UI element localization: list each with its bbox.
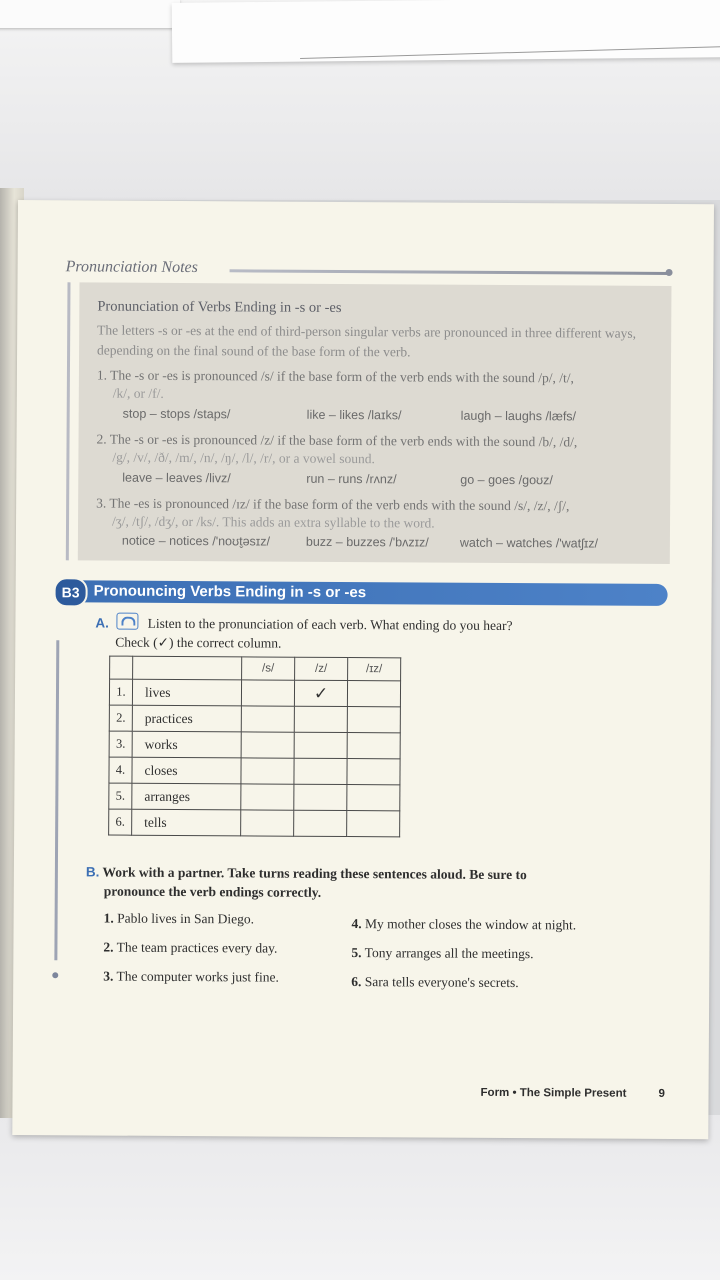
row-number: 6. — [109, 809, 132, 835]
header-cell-empty — [133, 656, 242, 680]
note-item — [97, 366, 665, 405]
sentence-item — [103, 940, 277, 957]
part-b-instructions — [86, 862, 586, 903]
sentence-item — [351, 945, 533, 962]
row-verb: closes — [132, 757, 241, 784]
notes-title: Pronunciation of Verbs Ending in -s or -es — [97, 298, 342, 316]
sentence-number: 5. — [351, 945, 362, 961]
example-row — [122, 471, 662, 492]
row-number: 1. — [109, 679, 132, 705]
part-a-instruction-line1: Listen to the pronunciation of each verb. What ending do you hear? — [147, 615, 513, 634]
example: like – likes /laɪks/ — [306, 407, 402, 423]
answer-cell-s[interactable] — [241, 810, 294, 836]
note-text-continued: /k/, or /f/. — [112, 385, 164, 401]
sentence-text: The team practices every day. — [116, 939, 278, 956]
answer-cell-z[interactable] — [294, 758, 347, 784]
sentence-item — [104, 911, 254, 928]
sentence-item — [103, 969, 279, 986]
row-verb: arranges — [132, 783, 241, 810]
example: stop – stops /staps/ — [122, 406, 231, 422]
paper-sheet — [0, 0, 180, 28]
sentence-item — [351, 974, 518, 991]
answer-cell-iz[interactable] — [347, 681, 400, 707]
row-number: 4. — [109, 757, 132, 783]
desk-background-bottom — [0, 1115, 720, 1280]
row-verb: tells — [132, 809, 241, 836]
audio-icon[interactable] — [116, 613, 138, 630]
answer-cell-z[interactable] — [294, 732, 347, 758]
sentence-text: Sara tells everyone's secrets. — [364, 974, 519, 991]
row-verb: works — [132, 731, 241, 758]
part-a-letter: A. — [95, 615, 109, 631]
sentence-text: The computer works just fine. — [116, 968, 279, 985]
answer-cell-s[interactable] — [241, 758, 294, 784]
page-number: 9 — [658, 1087, 665, 1100]
section-title: Pronouncing Verbs Ending in -s or -es — [93, 582, 367, 602]
header-rule — [230, 269, 670, 275]
column-header-z: /z/ — [295, 657, 348, 680]
pronunciation-notes-box — [78, 282, 672, 564]
table-row — [109, 731, 400, 759]
answer-cell-iz[interactable] — [347, 707, 400, 733]
section-side-bar — [54, 640, 59, 960]
note-text-continued: /ʒ/, /tʃ/, /dʒ/, or /ks/. This adds an extra syllable to the word. — [111, 513, 435, 531]
header-rule-dot — [666, 269, 673, 276]
note-text: 1. The -s or -es is pronounced /s/ if the base form of the verb ends with the sound /p/, /t/, — [96, 367, 575, 386]
part-b-letter: B. — [85, 864, 100, 880]
header-cell-empty — [110, 656, 133, 679]
example: notice – notices /'noʊt̬əsɪz/ — [121, 533, 271, 549]
note-text: 2. The -s or -es is pronounced /z/ if the base form of the verb ends with the sound /b/, /d/, — [96, 431, 578, 450]
example: leave – leaves /livz/ — [122, 470, 231, 486]
part-b-instruction-line1: Work with a partner. Take turns reading these sentences aloud. Be sure to — [102, 864, 527, 883]
answer-cell-z[interactable]: ✓ — [294, 680, 347, 706]
answer-cell-s[interactable] — [241, 732, 294, 758]
answer-cell-iz[interactable] — [347, 785, 400, 811]
sentence-item — [352, 916, 577, 933]
answer-cell-iz[interactable] — [347, 733, 400, 759]
row-verb: lives — [132, 679, 241, 706]
textbook-page — [12, 200, 714, 1139]
column-header-iz: /ɪz/ — [348, 658, 401, 681]
sentence-number: 1. — [103, 910, 114, 926]
note-item — [96, 494, 664, 533]
example-row — [122, 534, 662, 555]
sentence-number: 3. — [103, 968, 114, 984]
row-number: 5. — [109, 783, 132, 809]
notes-side-bar — [66, 282, 71, 560]
answer-cell-z[interactable] — [294, 784, 347, 810]
part-a-instruction-line2: Check (✓) the correct column. — [115, 634, 282, 651]
example: watch – watches /'watʃɪz/ — [459, 535, 599, 551]
table-row — [109, 809, 400, 837]
column-header-s: /s/ — [242, 657, 295, 680]
table-row — [109, 705, 400, 733]
table-row — [109, 757, 400, 785]
section-side-dot — [52, 972, 58, 978]
part-b-instruction-line2: pronounce the verb endings correctly. — [103, 883, 322, 900]
answer-cell-iz[interactable] — [347, 759, 400, 785]
note-text-continued: /g/, /v/, /ð/, /m/, /n/, /ŋ/, /l/, /r/, or a vowel sound. — [112, 449, 375, 467]
notes-header: Pronunciation Notes — [65, 258, 198, 277]
table-row — [109, 783, 400, 811]
answer-cell-z[interactable] — [294, 706, 347, 732]
answer-cell-s[interactable] — [241, 680, 294, 706]
sentence-text: My mother closes the window at night. — [365, 916, 577, 933]
row-verb: practices — [132, 705, 241, 732]
pronunciation-table — [108, 656, 401, 838]
note-text: 3. The -es is pronounced /ɪz/ if the base form of the verb ends with the sound /s/, /z/, /ʃ/, — [96, 495, 570, 514]
answer-cell-z[interactable] — [294, 810, 347, 836]
section-badge: B3 — [54, 577, 88, 607]
answer-cell-iz[interactable] — [347, 811, 400, 837]
example: buzz – buzzes /'bʌzɪz/ — [305, 534, 429, 550]
part-a-instructions — [95, 612, 615, 654]
example: laugh – laughs /læfs/ — [460, 408, 577, 424]
sentence-text: Tony arranges all the meetings. — [364, 945, 534, 962]
example-row — [123, 407, 663, 428]
note-item — [96, 430, 664, 469]
example: go – goes /goʊz/ — [460, 472, 553, 488]
row-number: 2. — [109, 705, 132, 731]
notes-intro: The letters -s or -es at the end of third-person singular verbs are pronounced in three different ways, depending on the final sound of the base form of the verb. — [97, 322, 637, 360]
table-header-row — [110, 656, 401, 681]
answer-cell-s[interactable] — [241, 706, 294, 732]
example: run – runs /rʌnz/ — [306, 471, 397, 487]
sentence-number: 4. — [351, 916, 362, 932]
answer-cell-s[interactable] — [241, 784, 294, 810]
row-number: 3. — [109, 731, 132, 757]
sentence-number: 2. — [103, 939, 114, 955]
footer-chapter: Form • The Simple Present — [480, 1086, 627, 1100]
table-row — [109, 679, 400, 707]
sentence-text: Pablo lives in San Diego. — [117, 910, 255, 927]
sentence-number: 6. — [351, 974, 362, 990]
